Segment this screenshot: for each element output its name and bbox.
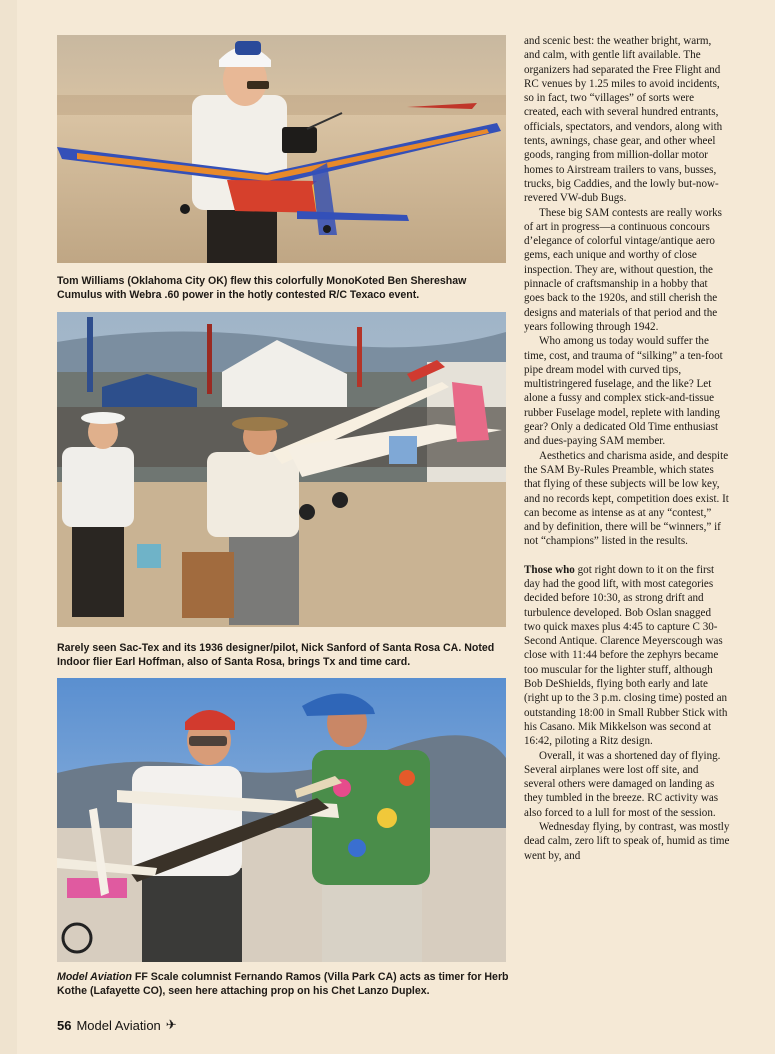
photo-middle <box>57 312 506 627</box>
article-paragraph-lead <box>524 563 730 749</box>
article-paragraph: Wednesday flying, by contrast, was mostly dead calm, zero lift to speak of, humid as time went by, and <box>524 821 730 862</box>
caption-bottom-text: FF Scale columnist Fernando Ramos (Villa Park CA) acts as timer for Herb Kothe (Lafayette CO), seen here attaching prop on his Chet Lanzo Duplex. <box>57 971 509 997</box>
page-edge <box>0 0 17 1054</box>
airplane-icon: ✈ <box>165 1017 177 1032</box>
caption-middle: Rarely seen Sac-Tex and its 1936 designer/pilot, Nick Sanford of Santa Rosa CA. Noted Indoor flier Earl Hoffman, also of Santa Rosa, brings Tx and time card. <box>57 642 495 668</box>
photo-bottom <box>57 678 506 962</box>
article-column <box>524 34 730 863</box>
article-paragraph: and scenic best: the weather bright, warm, and calm, with gentle lift available. The organizers had separated the Free Flight and RC venues by 1.25 miles to avoid incidents, so in fact, two “villages” of sorts were created, each with several hundred entrants, officials, spectators, and vendors, along with tents, awnings, chase gear, and other wheel goods, ranging from million-dollar motor homes to Airstream trailers to vans, busses, trucks, big Caddies, and the lowly but-now-revered VW-dub Bugs. <box>524 35 723 205</box>
article-paragraph: Who among us today would suffer the time, cost, and trauma of “silking” a ten-foot pipe dream model with curved tips, multistringered fuselage, and the like? Let alone a fussy and complex stick-and-tissue rubber Fuselage model, replete with landing gear? Only a dedicated Old Time enthusiast and dues-paying SAM member. <box>524 335 723 448</box>
article-paragraph: These big SAM contests are really works of art in progress—a continuous concours d’elegance of colorful vintage/antique aero gems, each unique and worthy of close inspection. They are, without question, the pinnacle of craftsmanship in a hobby that goes back to the 1920s, and still cherish the designs and materials of that period and the years following through 1942. <box>524 206 723 333</box>
magazine-title: Model Aviation <box>76 1017 161 1033</box>
caption-bottom-magazine-name: Model Aviation <box>57 971 132 983</box>
article-paragraph: Aesthetics and charisma aside, and despite the SAM By-Rules Preamble, which states that flying of these subjects will be low key, and no records kept, competition does exist. It can become as intense as at any “contest,” and by definition, there will be “winners,” if not “champions” listed in the results. <box>524 449 729 548</box>
photo-bottom-image <box>57 678 506 962</box>
article-paragraph: Overall, it was a shortened day of flying. Several airplanes were lost off site, and several others were damaged on landing as they tumbled in the breeze. RC activity was also forced to a lull for most of the session. <box>524 749 721 819</box>
photo-top-image <box>57 35 506 263</box>
caption-bottom <box>57 970 509 998</box>
article-lead-in: Those who <box>524 563 575 576</box>
caption-top: Tom Williams (Oklahoma City OK) flew this colorfully MonoKoted Ben Shereshaw Cumulus with Webra .60 power in the hotly contested R/C Texaco event. <box>57 275 467 301</box>
photo-top <box>57 35 506 263</box>
photo-middle-image <box>57 312 506 627</box>
page-number: 56 <box>57 1017 72 1033</box>
page-footer <box>57 1017 177 1033</box>
article-lead-rest: got right down to it on the first day had the good lift, with most categories decided before 10:30, as strong drift and turbulence developed. Bob Oslan snagged two quick maxes plus 4:45 to capture C 30-Second Antique. Clarence Meyerscough was close with 11:44 before the zephyrs became too muscular for the lighter stuff, although Bob DeShields, flying both early and late (right up to the 3 p.m. closing time) posted an outstanding 18:00 in Small Rubber Stick with his Casano. Mik Mikkelson was second at 16:42, piloting a Ritz design. <box>524 563 728 748</box>
